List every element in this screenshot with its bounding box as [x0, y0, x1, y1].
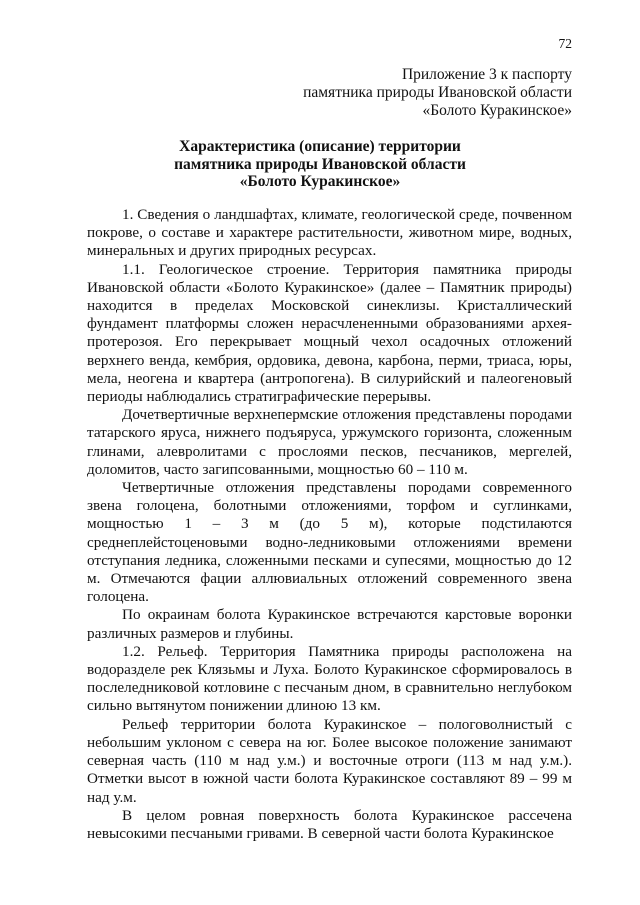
- paragraph-surface: В целом ровная поверхность болота Куракинское рассечена невысокими песчаными гривами. В северной части болота Куракинское: [87, 806, 572, 842]
- paragraph-landscape-info: 1. Сведения о ландшафтах, климате, геологической среде, почвенном покрове, о составе и характере растительности, животном мире, водных, минеральных и других природных ресурсах.: [87, 206, 572, 260]
- paragraph-relief-heights: Рельеф территории болота Куракинское – пологоволнистый с небольшим уклоном с севера на юг. Более высокое положение занимают северная часть (110 м над у.м.) и восточные отроги (113 м над у.м.). Отметки высот в южной части болота Куракинское составляют 89 – 99 м над у.м.: [87, 715, 572, 806]
- appendix-line-2: памятника природы Ивановской области: [303, 84, 572, 101]
- document-title: [0, 138, 640, 191]
- paragraph-pre-quaternary: Дочетвертичные верхнепермские отложения представлены породами татарского яруса, нижнего подъяруса, уржумского горизонта, сложенным глинами, алевролитами с прослоями песков, песчаников, мергелей, доломитов, часто загипсованными, мощностью 60 – 110 м.: [87, 406, 572, 478]
- page-number: 72: [558, 36, 572, 51]
- title-line-1: Характеристика (описание) территории: [179, 138, 461, 155]
- document-body: [87, 206, 572, 843]
- paragraph-karst: По окраинам болота Куракинское встречаются карстовые воронки различных размеров и глубины.: [87, 606, 572, 642]
- paragraph-relief: 1.2. Рельеф. Территория Памятника природы расположена на водоразделе рек Клязьмы и Луха. Болото Куракинское сформировалось в послеледниковой котловине с песчаным дном, в сравнительно неглубоком сильно вытянутом понижении длиною 13 км.: [87, 642, 572, 715]
- appendix-line-1: Приложение 3 к паспорту: [401, 66, 572, 83]
- appendix-line-3: «Болото Куракинское»: [422, 102, 572, 119]
- paragraph-geology: 1.1. Геологическое строение. Территория памятника природы Ивановской области «Болото Куракинское» (далее – Памятник природы) находится в пределах Московской синеклизы. Кристаллический фундамент платформы сложен нерасчлененными образованиями архея-протерозоя. Его перекрывает мощный чехол осадочных отложений верхнего венда, кембрия, ордовика, девона, карбона, перми, триаса, юры, мела, неогена и квартера (антропогена). В силурийский и палеогеновый периоды наблюдались стратиграфические перерывы.: [87, 260, 572, 406]
- title-line-2: памятника природы Ивановской области: [174, 155, 466, 173]
- title-line-3: «Болото Куракинское»: [239, 173, 401, 190]
- appendix-header: [303, 66, 572, 120]
- paragraph-quaternary: Четвертичные отложения представлены породами современного звена голоцена, болотными отложениями, торфом и суглинками, мощностью 1 – 3 м (до 5 м), которые подстилаются среднеплейстоценовыми водно-ледниковыми отложениями времени отступания ледника, сложенными песками и супесями, мощностью до 12 м. Отмечаются фации аллювиальных отложений современного звена голоцена.: [87, 479, 572, 606]
